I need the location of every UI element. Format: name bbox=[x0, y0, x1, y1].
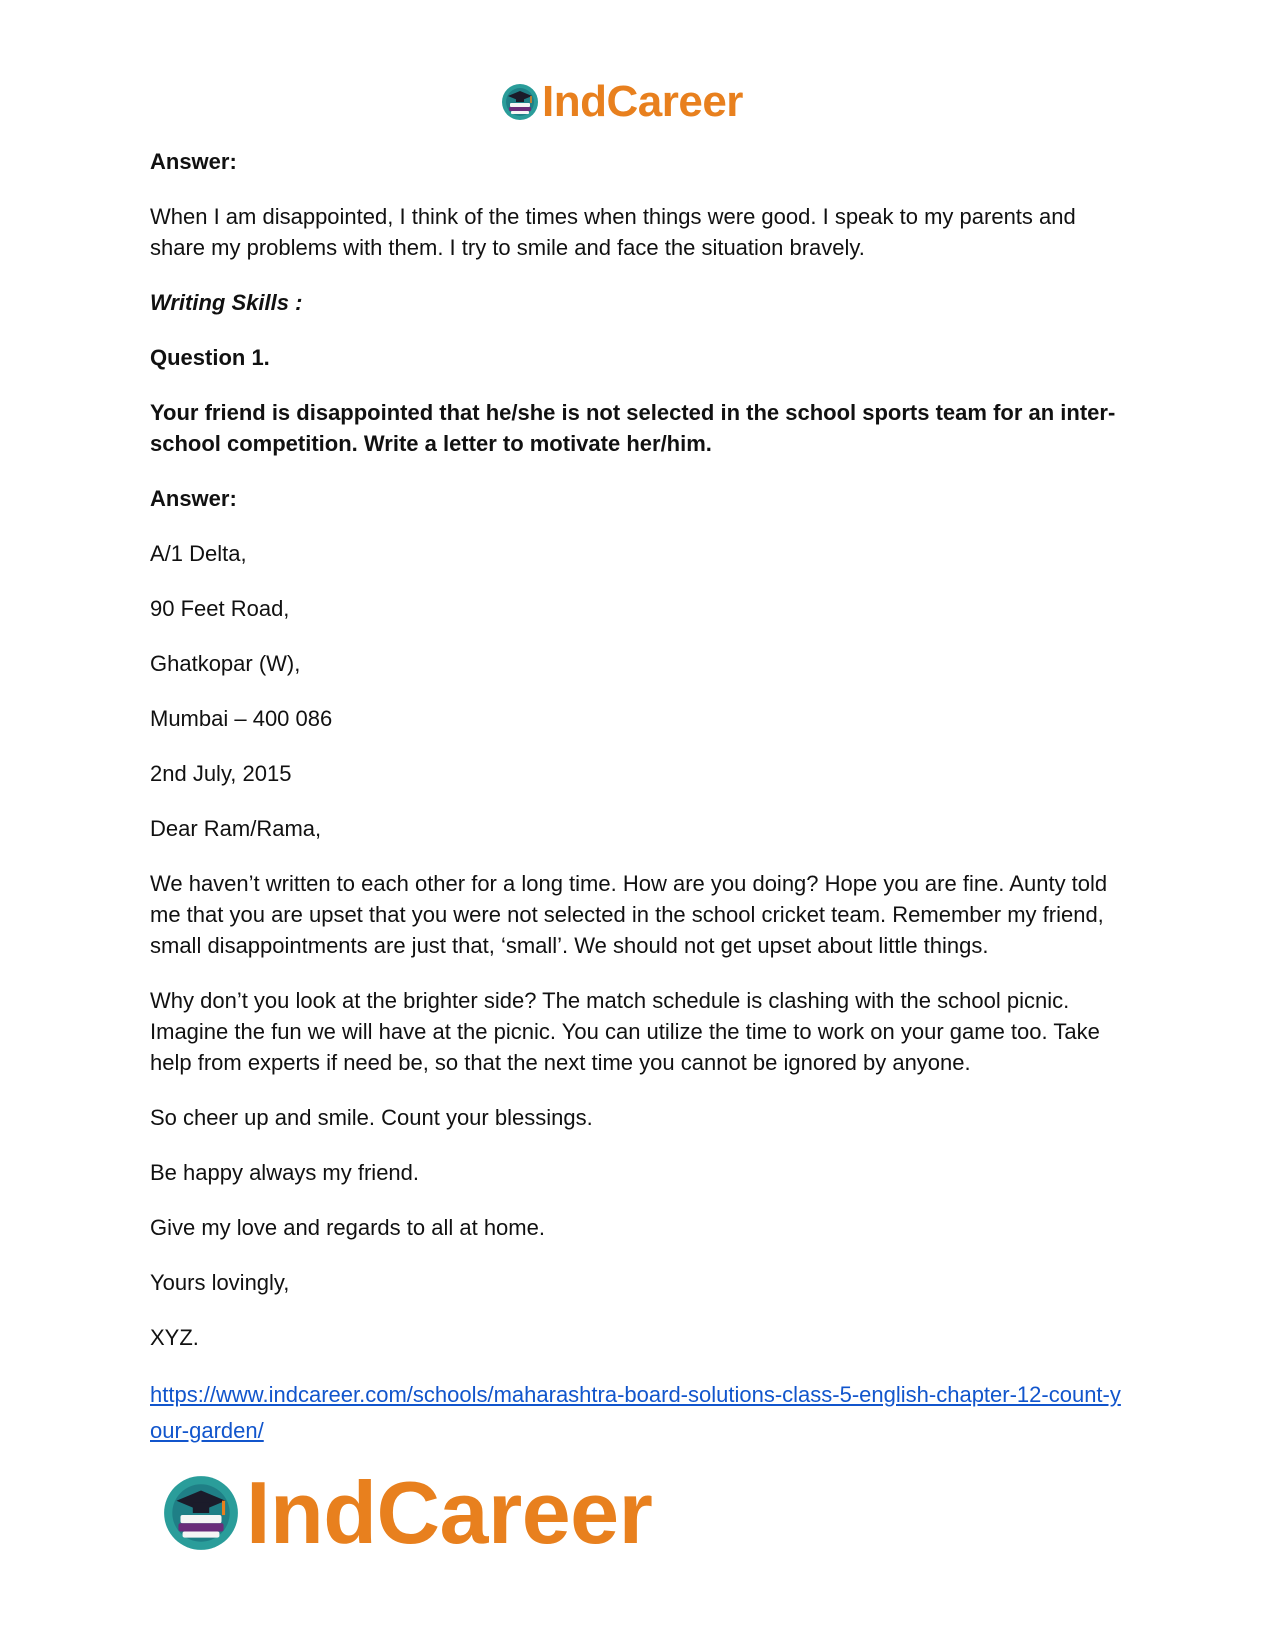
letter-closing: Yours lovingly, bbox=[150, 1270, 290, 1295]
question-text: Your friend is disappointed that he/she is not selected in the school sports team for an inter-school competition. Write a letter to motivate her/him. bbox=[150, 400, 1116, 456]
address-line: 90 Feet Road, bbox=[150, 596, 290, 621]
letter-paragraph: We haven’t written to each other for a long time. How are you doing? Hope you are fine. Aunty told me that you are upset that you were not selected in the school cricket team. Remember my friend, small disappointments are just that, ‘small’. We should not get upset about little things. bbox=[150, 871, 1108, 958]
graduation-book-icon bbox=[160, 1472, 242, 1554]
letter-paragraph: So cheer up and smile. Count your blessings. bbox=[150, 1105, 593, 1130]
answer-label: Answer: bbox=[150, 149, 237, 174]
letter-paragraph: Give my love and regards to all at home. bbox=[150, 1215, 545, 1240]
logo-wordmark: IndCareer bbox=[246, 1463, 653, 1562]
address-line: Mumbai – 400 086 bbox=[150, 706, 333, 731]
header-logo bbox=[500, 78, 743, 126]
section-title: Writing Skills : bbox=[150, 290, 303, 315]
document-body bbox=[150, 146, 1130, 1449]
address-line: Ghatkopar (W), bbox=[150, 651, 301, 676]
letter-salutation: Dear Ram/Rama, bbox=[150, 816, 322, 841]
footer-logo bbox=[160, 1463, 653, 1562]
letter-signature: XYZ. bbox=[150, 1325, 199, 1350]
letter-paragraph: Be happy always my friend. bbox=[150, 1160, 420, 1185]
question-label: Question 1. bbox=[150, 345, 270, 370]
source-link[interactable]: https://www.indcareer.com/schools/maharashtra-board-solutions-class-5-english-chapter-12-count-your-garden/ bbox=[150, 1382, 1121, 1443]
letter-date: 2nd July, 2015 bbox=[150, 761, 292, 786]
letter-paragraph: Why don’t you look at the brighter side? The match schedule is clashing with the school picnic. Imagine the fun we will have at the picnic. You can utilize the time to work on your game too. Take help from experts if need be, so that the next time you cannot be ignored by anyone. bbox=[150, 988, 1100, 1075]
logo-wordmark: IndCareer bbox=[542, 77, 743, 126]
answer-label: Answer: bbox=[150, 486, 237, 511]
graduation-book-icon bbox=[500, 82, 540, 122]
answer-text: When I am disappointed, I think of the times when things were good. I speak to my parents and share my problems with them. I try to smile and face the situation bravely. bbox=[150, 204, 1076, 260]
address-line: A/1 Delta, bbox=[150, 541, 247, 566]
